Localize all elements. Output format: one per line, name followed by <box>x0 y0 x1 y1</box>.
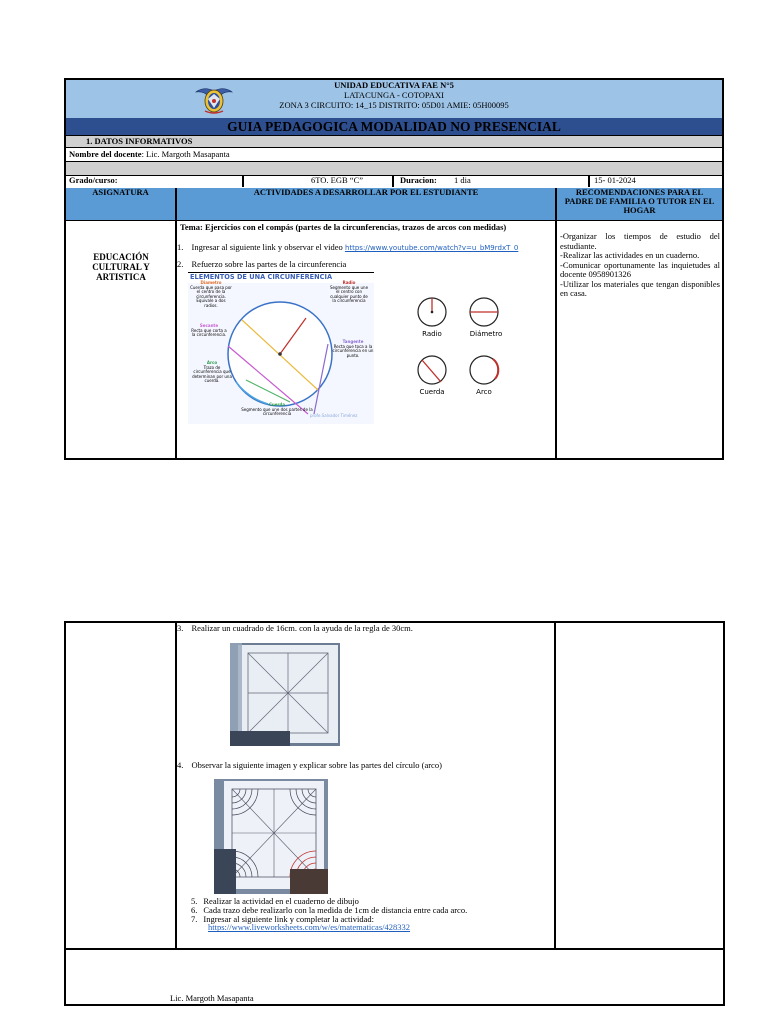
shape-label-radio: Radio <box>422 330 442 338</box>
section-info-title: 1. DATOS INFORMATIVOS <box>86 136 193 146</box>
teacher-text <box>69 150 230 159</box>
column-header-activities <box>177 188 557 220</box>
activity-items-5-7 <box>191 897 551 932</box>
divider <box>66 220 722 221</box>
circle-parts-shapes <box>404 290 514 402</box>
date-value: 15- 01-2024 <box>594 175 636 185</box>
school-header <box>66 80 722 119</box>
column-header-recommendations <box>557 188 722 220</box>
column-header-activities-label: ACTIVIDADES A DESARROLLAR POR EL ESTUDIANTE <box>253 187 479 197</box>
school-name: UNIDAD EDUCATIVA FAE N°5 <box>334 80 454 90</box>
item-text: Realizar la actividad en el cuaderno de dibujo <box>203 896 359 906</box>
item-number: 6. <box>191 904 198 915</box>
teacher-label: Nombre del docente <box>69 149 142 159</box>
teacher-row <box>66 148 722 162</box>
school-zone: ZONA 3 CIRCUITO: 14_15 DISTRITO: 05D01 AMIE: 05H00095 <box>279 100 509 110</box>
teacher-value: : Lic. Margoth Masapanta <box>141 149 230 159</box>
theme-label: Tema <box>180 222 200 232</box>
liveworksheets-link-row <box>191 923 551 932</box>
divider <box>392 176 394 187</box>
item-number: 4. <box>177 760 184 770</box>
item-number: 1. <box>177 243 184 252</box>
divider <box>242 176 244 187</box>
item-text: Refuerzo sobre las partes de la circunferencia <box>191 259 347 269</box>
divider <box>175 623 177 949</box>
activity-item-4 <box>177 761 553 770</box>
item-number: 2. <box>177 259 184 269</box>
grade-row <box>66 176 722 187</box>
item-text: Realizar un cuadrado de 16cm. con la ayuda de la regla de 30cm. <box>191 623 413 633</box>
column-header-subject-label: ASIGNATURA <box>92 187 149 197</box>
label-radio: Radio Segmento que une el centro con cualquier punto de la circunferencia <box>329 280 369 304</box>
column-header-subject <box>66 188 177 220</box>
recommendations-text: -Organizar los tiempos de estudio del estudiante. -Realizar las actividades en un cuaderno. -Comunicar oportunamente las inquietudes al docente 0958901326 -Utilizar los materiales que tengan disponibles en casa. <box>560 231 720 298</box>
activity-item-3 <box>177 624 553 633</box>
item-number: 3. <box>177 623 184 633</box>
grade-label: Grado/curso: <box>69 175 118 185</box>
liveworksheets-link[interactable]: https://www.liveworksheets.com/w/es/matematicas/428332 <box>208 922 410 933</box>
divider <box>554 623 556 949</box>
item-number: 5. <box>191 896 198 906</box>
youtube-link[interactable]: https://www.youtube.com/watch?v=u_bM9rdxT_0 <box>344 244 519 252</box>
circle-elements-image <box>188 274 374 424</box>
guide-title: GUIA PEDAGOGICA MODALIDAD NO PRESENCIAL <box>66 118 722 136</box>
activity-theme <box>180 223 552 232</box>
activity-item-1 <box>177 243 555 253</box>
label-secante: Secante Recta que corta a la circunferencia. <box>191 323 227 338</box>
circle-parts-image <box>404 290 514 402</box>
grade-value: 6TO. EGB “C” <box>311 175 364 185</box>
duration-value: 1 dia <box>454 175 471 185</box>
item-number: 7. <box>191 913 198 924</box>
guide-page-2 <box>64 621 725 1006</box>
square-drawing-photo <box>230 643 340 746</box>
item-text: Observar la siguiente imagen y explicar sobre las partes del círculo (arco) <box>191 760 442 770</box>
arcs-pattern <box>214 779 328 894</box>
divider <box>588 176 590 187</box>
label-diametro: Diametro Cuerda que pasa por el centro de la circunferencia. Equivale a dos radios. <box>190 280 232 308</box>
section-info-row <box>66 136 722 148</box>
item-text: Ingresar al siguiente link y observar el video <box>191 243 343 252</box>
item-text: Ingresar al siguiente link y completar la actividad: <box>203 913 375 924</box>
activity-item-2 <box>177 260 555 269</box>
divider <box>555 220 557 460</box>
column-header-recommendations-label: RECOMENDACIONES PARA EL PADRE DE FAMILIA O TUTOR EN EL HOGAR <box>564 187 715 215</box>
label-tangente: Tangente Recta que toca a la circunferencia en un punto. <box>332 339 374 358</box>
shape-label-diametro: Diámetro <box>469 330 503 338</box>
square-drawing <box>230 643 340 746</box>
theme-text: : Ejercicios con el compás (partes de la circunferencias, trazos de arcos con medidas) <box>200 222 507 232</box>
arcs-pattern-photo <box>214 779 328 894</box>
signature-name: Lic. Margoth Masapanta <box>170 993 254 1003</box>
guide-page-1 <box>64 78 724 460</box>
item-text: Cada trazo debe realizarlo con la medida de 1cm de distancia entre cada arco. <box>203 904 468 915</box>
subject-name: EDUCACIÓN CULTURAL Y ARTISTICA <box>92 252 150 282</box>
spacer-row <box>66 162 722 176</box>
image-credit: profe.Salvador Timénez <box>310 413 358 418</box>
label-arco: Arco Trazo de circunferencia que determinan por una cuerda. <box>192 360 232 384</box>
divider <box>66 948 723 950</box>
duration-label: Duracion: <box>400 175 437 185</box>
divider <box>175 220 177 460</box>
shape-label-cuerda: Cuerda <box>419 388 445 396</box>
circle-image-title: ELEMENTOS DE UNA CIRCUNFERENCIA <box>188 273 376 283</box>
label-cuerda: Cuerda Segmento que une dos partes de la circunferencia <box>241 402 313 417</box>
shape-label-arco: Arco <box>476 388 492 396</box>
school-city: LATACUNGA - COTOPAXI <box>344 90 444 100</box>
